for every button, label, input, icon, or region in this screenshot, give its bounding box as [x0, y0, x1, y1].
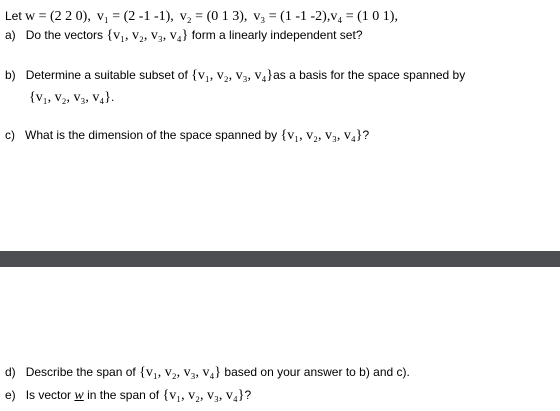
- question-b-label: b): [5, 68, 16, 82]
- question-c-label: c): [5, 128, 15, 142]
- v1-definition: v₁ = (2 -1 -1),: [96, 9, 174, 24]
- question-b-end: .: [110, 90, 115, 104]
- question-b-vector-set: {v₁, v₂, v₃, v₄}: [191, 68, 274, 83]
- question-d-label: d): [5, 365, 16, 379]
- question-d-vector-set: {v₁, v₂, v₃, v₄}: [139, 365, 222, 380]
- w-definition: w = (2 2 0),: [25, 9, 91, 24]
- question-d-text-after: based on your answer to b) and c).: [224, 365, 410, 379]
- section-divider: [0, 251, 560, 267]
- question-b-vector-set-2: {v₁, v₂, v₃, v₄}: [29, 90, 111, 105]
- question-d-text-before: Describe the span of: [25, 365, 136, 379]
- question-b-text-before: Determine a suitable subset of: [25, 68, 188, 82]
- question-c-text-before: What is the dimension of the space spanned by: [25, 128, 278, 142]
- question-b-continued: [29, 87, 114, 108]
- intro-line: [5, 6, 398, 27]
- question-e-text-mid: in the span of: [87, 388, 160, 402]
- question-e-vector-set: {v₁, v₂, v₃, v₄}: [162, 388, 245, 403]
- intro-prefix: Let: [5, 9, 26, 23]
- question-e-label: e): [5, 388, 16, 402]
- v2-definition: v₂ = (0 1 3),: [179, 9, 248, 24]
- question-a: [5, 25, 363, 46]
- v3-definition: v₃ = (1 -1 -2),: [253, 9, 331, 24]
- question-c-end: ?: [362, 128, 370, 142]
- question-e-w-vector: w: [74, 388, 84, 403]
- question-c-vector-set: {v₁, v₂, v₃, v₄}: [280, 128, 363, 143]
- question-c: [5, 125, 369, 146]
- question-e-end: ?: [244, 388, 252, 402]
- question-b: [5, 65, 465, 86]
- question-e: [5, 385, 251, 406]
- question-d: [5, 362, 410, 383]
- question-b-text-after: as a basis for the space spanned by: [273, 68, 466, 82]
- question-a-text-before: Do the vectors: [25, 28, 104, 42]
- question-a-label: a): [5, 28, 16, 42]
- question-a-text-after: form a linearly independent set?: [191, 28, 363, 42]
- question-e-text-before: Is vector: [25, 388, 72, 402]
- v4-definition: v₄ = (1 0 1),: [330, 9, 398, 24]
- question-a-vector-set: {v₁, v₂, v₃, v₄}: [106, 28, 189, 43]
